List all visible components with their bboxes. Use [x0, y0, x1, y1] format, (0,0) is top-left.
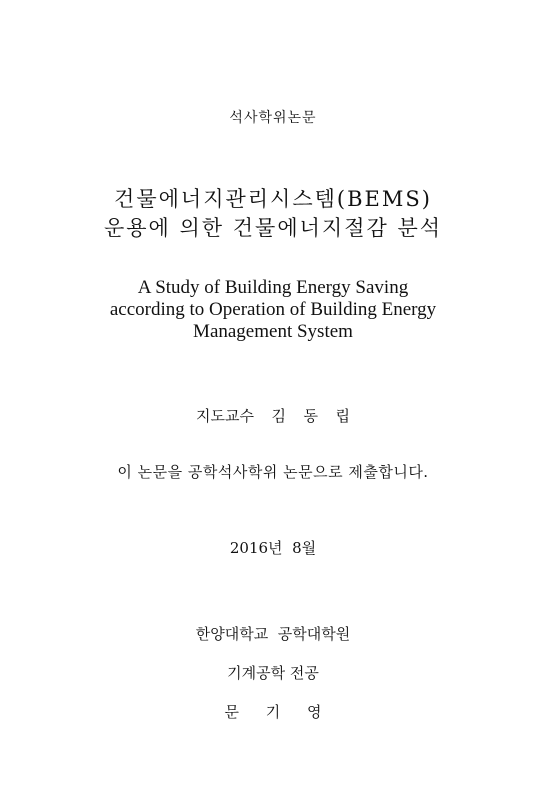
university-name: 한양대학교 공학대학원 — [195, 625, 351, 643]
title-korean-line-2: 운용에 의한 건물에너지절감 분석 — [103, 216, 443, 240]
degree-type: 석사학위논문 — [229, 110, 317, 126]
title-english-line-1: A Study of Building Energy Saving — [137, 277, 409, 298]
author-name: 문 기 영 — [224, 703, 322, 721]
title-korean-line-1: 건물에너지관리시스템(BEMS) — [114, 187, 432, 211]
advisor: 지도교수 김 동 립 — [195, 407, 351, 425]
title-english-line-2: according to Operation of Building Energy — [109, 299, 437, 320]
department-name: 기계공학 전공 — [227, 664, 319, 682]
title-english-line-3: Management System — [193, 321, 353, 342]
submission-statement: 이 논문을 공학석사학위 논문으로 제출합니다. — [117, 463, 429, 481]
submission-date: 2016년 8월 — [229, 539, 317, 557]
